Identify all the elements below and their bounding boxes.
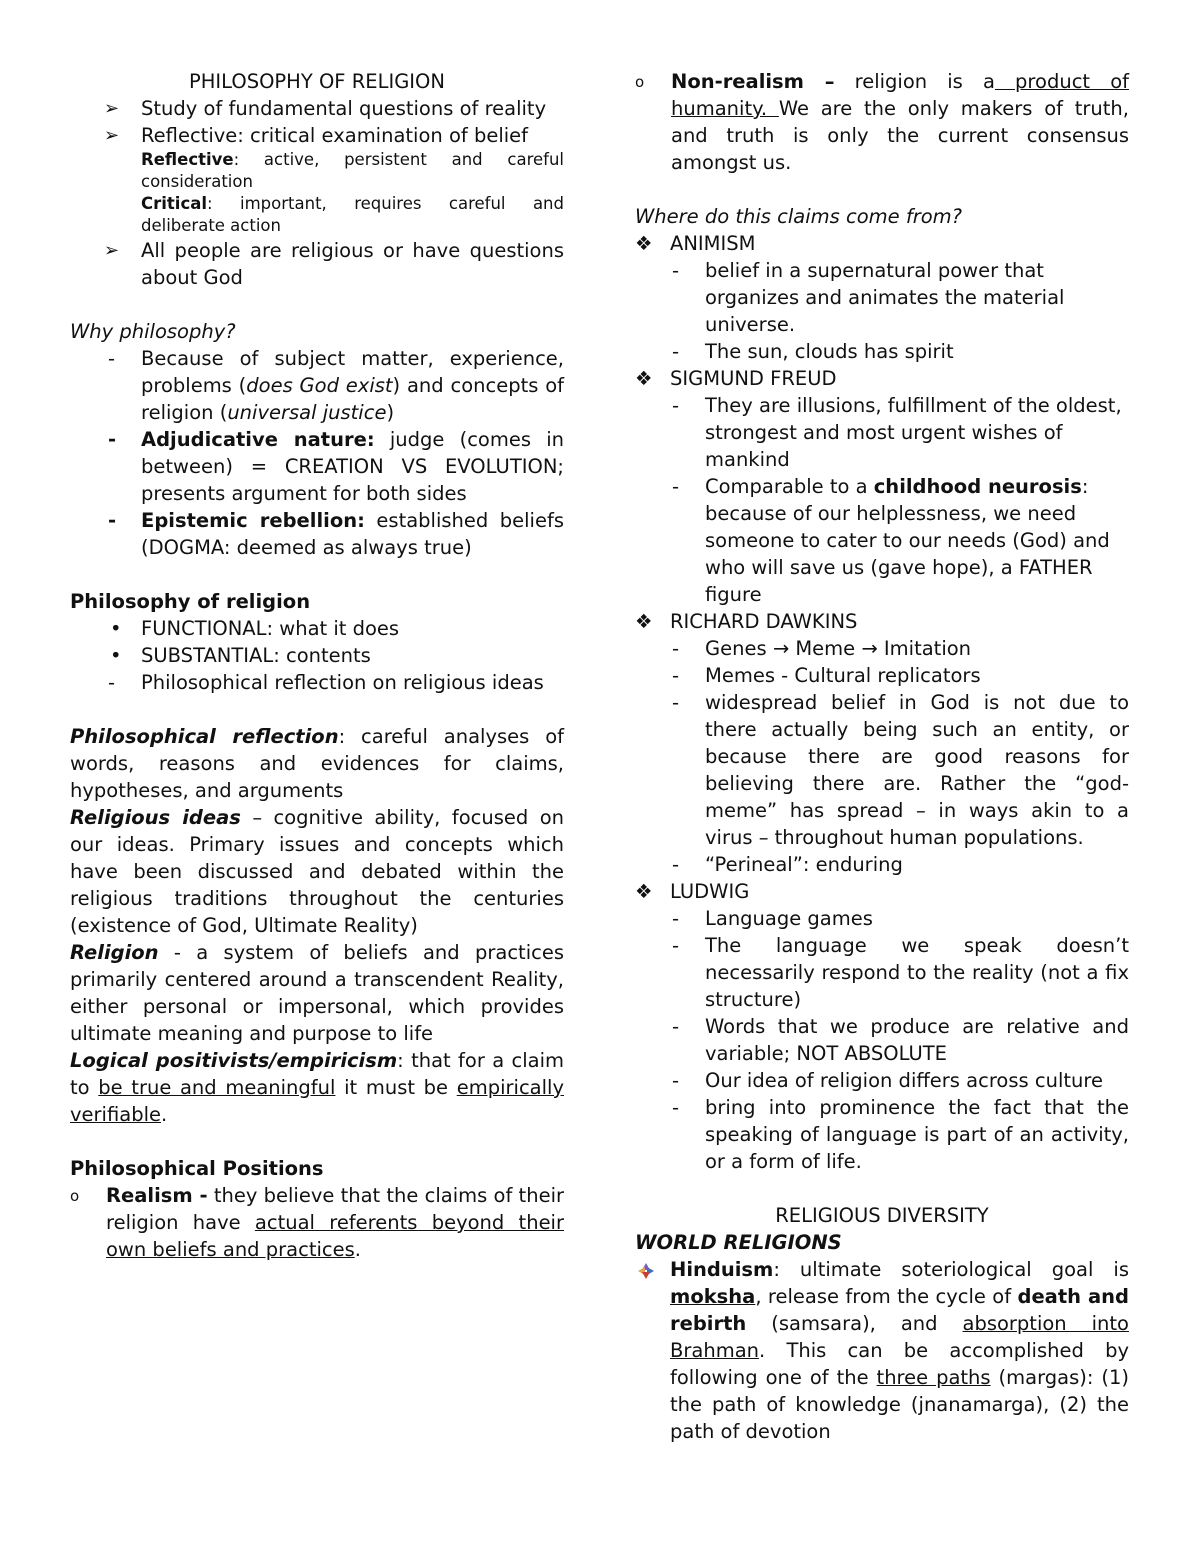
dash-bullet-icon: -: [672, 1069, 680, 1092]
dash-bullet-icon: -: [672, 934, 680, 957]
dash-bullet-icon: -: [108, 428, 117, 451]
circle-bullet-icon: o: [635, 73, 645, 91]
list-item: ❖ SIGMUND FREUD: [635, 367, 837, 390]
list-item: - Our idea of religion differs across culture: [672, 1069, 1103, 1092]
diamond-bullet-icon: ❖: [635, 610, 653, 633]
dash-bullet-icon: -: [672, 1015, 680, 1038]
list-item: - “Perineal”: enduring: [672, 853, 903, 876]
list-item: - belief in a supernatural power that organizes and animates the material universe.: [672, 259, 1065, 336]
dot-bullet-icon: •: [110, 644, 122, 667]
list-item: - Genes → Meme → Imitation: [672, 637, 972, 660]
logical-positivists-def: Logical positivists/empiricism: that for a claim to be true and meaningful it must be empirically verifiable.: [70, 1049, 564, 1126]
list-item: ➢ Reflective: critical examination of belief: [104, 124, 529, 147]
diamond-bullet-icon: ❖: [635, 232, 653, 255]
left-column: [70, 68, 564, 1263]
dash-bullet-icon: -: [672, 691, 680, 714]
why-heading: Why philosophy?: [70, 320, 236, 343]
religion-def: Religion - a system of beliefs and practices primarily centered around a transcendent Reality, either personal or impersonal, which provides ultimate meaning and purpose to life: [70, 941, 564, 1045]
page-title: PHILOSOPHY OF RELIGION: [189, 70, 445, 93]
dot-bullet-icon: •: [110, 617, 122, 640]
list-item: ➢ All people are religious or have questions about God: [104, 239, 564, 289]
list-item: - Because of subject matter, experience, problems (does God exist) and concepts of religion (universal justice): [108, 347, 564, 424]
reflective-definition: Reflective: active, persistent and careful consideration: [141, 150, 564, 191]
claims-heading: Where do this claims come from?: [635, 205, 962, 228]
critical-definition: Critical: important, requires careful and deliberate action: [141, 194, 564, 235]
circle-bullet-icon: o: [70, 1187, 80, 1205]
list-item: - The sun, clouds has spirit: [672, 340, 954, 363]
list-item: ❖ LUDWIG: [635, 880, 750, 903]
world-religions-heading: WORLD RELIGIONS: [635, 1231, 842, 1254]
dash-bullet-icon: -: [672, 340, 680, 363]
dash-bullet-icon: -: [672, 475, 680, 498]
list-item: - bring into prominence the fact that the speaking of language is part of an activity, or a form of life.: [672, 1096, 1129, 1173]
arrow-bullet-icon: ➢: [104, 240, 120, 261]
arrow-bullet-icon: ➢: [104, 98, 120, 119]
right-column: [635, 68, 1129, 1445]
dash-bullet-icon: -: [672, 394, 680, 417]
list-item: ➢ Study of fundamental questions of reality: [104, 97, 547, 120]
positions-heading: Philosophical Positions: [70, 1157, 324, 1180]
dash-bullet-icon: -: [672, 637, 680, 660]
religious-ideas-def: Religious ideas – cognitive ability, focused on our ideas. Primary issues and concepts which have been discussed and debated within the religious traditions throughout the centuries (existence of God, Ultimate Reality): [70, 806, 564, 937]
philosophical-reflection-def: Philosophical reflection: careful analyses of words, reasons and evidences for claims, hypotheses, and arguments: [70, 725, 564, 802]
dash-bullet-icon: -: [672, 1096, 680, 1119]
diamond-bullet-icon: ❖: [635, 367, 653, 390]
dash-bullet-icon: -: [108, 671, 116, 694]
list-item: o Non-realism – religion is a product of humanity. We are the only makers of truth, and truth is only the current consensus amongst us.: [635, 70, 1129, 174]
list-item: - Language games: [672, 907, 873, 930]
dash-bullet-icon: -: [108, 509, 117, 532]
list-item: - They are illusions, fulfillment of the oldest, strongest and most urgent wishes of mankind: [672, 394, 1122, 471]
list-item: - widespread belief in God is not due to there actually being such an entity, or because there are good reasons for believing there are. Rather the “god-meme” has spread – in ways akin to a virus – throughout human populations.: [672, 691, 1129, 849]
diamond-bullet-icon: ❖: [635, 880, 653, 903]
dash-bullet-icon: -: [672, 853, 680, 876]
list-item: Hinduism: ultimate soteriological goal is moksha, release from the cycle of death and rebirth (samsara), and absorption into Brahman. This can be accomplished by following one of the three paths (margas): (1) the path of knowledge (jnanamarga), (2) the path of devotion: [635, 1256, 1129, 1445]
list-item: • FUNCTIONAL: what it does: [110, 617, 400, 640]
list-item: - Adjudicative nature: judge (comes in between) = CREATION VS EVOLUTION; presents argument for both sides: [108, 428, 564, 505]
list-item: - Philosophical reflection on religious ideas: [108, 671, 544, 694]
dash-bullet-icon: -: [672, 664, 680, 687]
por-heading: Philosophy of religion: [70, 590, 311, 613]
diversity-title: RELIGIOUS DIVERSITY: [775, 1204, 989, 1227]
arrow-bullet-icon: [637, 1260, 655, 1287]
list-item: - Comparable to a childhood neurosis: because of our helplessness, we need someone to cater to our needs (God) and who will save us (gave hope), a FATHER figure: [672, 475, 1110, 606]
list-item: o Realism - they believe that the claims of their religion have actual referents beyond their own beliefs and practices.: [70, 1184, 564, 1261]
list-item: - Words that we produce are relative and variable; NOT ABSOLUTE: [672, 1015, 1129, 1065]
list-item: ❖ ANIMISM: [635, 232, 756, 255]
arrow-bullet-icon: ➢: [104, 125, 120, 146]
list-item: - The language we speak doesn’t necessarily respond to the reality (not a fix structure): [672, 934, 1129, 1011]
dash-bullet-icon: -: [672, 259, 680, 282]
list-item: - Memes - Cultural replicators: [672, 664, 981, 687]
dash-bullet-icon: -: [108, 347, 116, 370]
dash-bullet-icon: -: [672, 907, 680, 930]
list-item: - Epistemic rebellion: established beliefs (DOGMA: deemed as always true): [108, 509, 564, 559]
list-item: ❖ RICHARD DAWKINS: [635, 610, 858, 633]
list-item: • SUBSTANTIAL: contents: [110, 644, 371, 667]
